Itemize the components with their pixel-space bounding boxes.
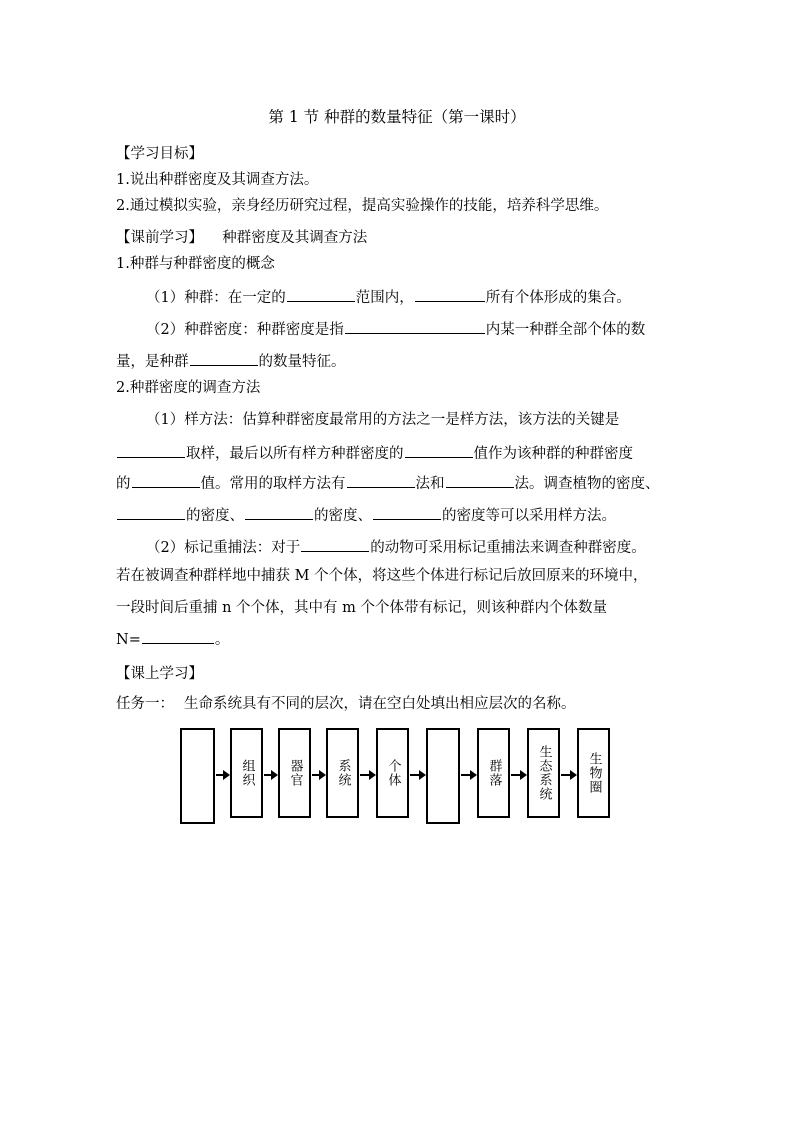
blank-field[interactable] — [347, 472, 415, 488]
blank-field[interactable] — [142, 628, 214, 644]
blank-field[interactable] — [446, 472, 514, 488]
level-box-individual: 个体 — [376, 728, 409, 818]
level-box-community: 群落 — [477, 728, 510, 818]
blank-field[interactable] — [373, 504, 441, 520]
level-box-organ: 器官 — [278, 728, 311, 818]
preclass-heading: 【课前学习】 — [116, 230, 203, 246]
blank-field[interactable] — [345, 318, 485, 334]
level-box-system: 系统 — [326, 728, 359, 818]
paragraph-density: （2）种群密度：种群密度是指 内某一种群全部个体的数 — [146, 318, 645, 340]
arrow-icon — [410, 770, 426, 780]
paragraph-mark-recapture-2: 若在被调查种群样地中捕获 M 个个体，将这些个体进行标记后放回原来的环境中， — [116, 568, 648, 584]
level-box-biosphere: 生物圈 — [577, 728, 610, 818]
paragraph-density-cont: 量，是种群 的数量特征。 — [116, 350, 346, 372]
arrow-icon — [216, 770, 230, 780]
paragraph-quadrat: （1）样方法：估算种群密度最常用的方法之一是样方法，该方法的关键是 — [146, 412, 620, 428]
blank-field[interactable] — [117, 442, 185, 458]
arrow-icon — [360, 770, 376, 780]
preclass-heading-line — [116, 228, 367, 248]
level-box-blank[interactable] — [180, 728, 215, 824]
paragraph-quadrat-2: 取样，最后以所有样方种群密度的 值作为该种群的种群密度 — [116, 442, 633, 464]
level-box-ecosystem: 生态系统 — [527, 728, 560, 818]
objective-2: 2.通过模拟实验，亲身经历研究过程，提高实验操作的技能，培养科学思维。 — [116, 198, 609, 214]
blank-field[interactable] — [415, 286, 485, 302]
arrow-icon — [461, 770, 477, 780]
task-one: 任务一： 生命系统具有不同的层次，请在空白处填出相应层次的名称。 — [116, 696, 576, 712]
paragraph-quadrat-4: 的密度、 的密度、 的密度等可以采用样方法。 — [116, 504, 616, 526]
arrow-icon — [511, 770, 527, 780]
paragraph-mark-recapture: （2）标记重捕法：对于 的动物可采用标记重捕法来调查种群密度。 — [146, 536, 646, 558]
arrow-icon — [264, 770, 278, 780]
blank-field[interactable] — [287, 286, 355, 302]
objective-1: 1.说出种群密度及其调查方法。 — [116, 172, 319, 188]
life-system-diagram — [180, 728, 620, 828]
paragraph-mark-recapture-4: N= 。 — [116, 628, 229, 650]
objectives-heading: 【学习目标】 — [116, 146, 203, 162]
blank-field[interactable] — [301, 536, 369, 552]
blank-field[interactable] — [117, 504, 185, 520]
blank-field[interactable] — [190, 350, 258, 366]
page-title: 第 1 节 种群的数量特征（第一课时） — [268, 108, 526, 126]
paragraph-population: （1）种群：在一定的 范围内， 所有个体形成的集合。 — [146, 286, 631, 308]
arrow-icon — [561, 770, 577, 780]
blank-field[interactable] — [405, 442, 473, 458]
inclass-heading: 【课上学习】 — [116, 666, 203, 682]
preclass-topic: 种群密度及其调查方法 — [222, 230, 368, 246]
section-2-heading: 2.种群密度的调查方法 — [116, 380, 261, 396]
blank-field[interactable] — [245, 504, 313, 520]
blank-field[interactable] — [132, 472, 200, 488]
arrow-icon — [312, 770, 326, 780]
paragraph-mark-recapture-3: 一段时间后重捕 n 个个体，其中有 m 个个体带有标记，则该种群内个体数量 — [116, 600, 608, 616]
level-box-blank[interactable] — [426, 728, 460, 824]
level-box-tissue: 组织 — [230, 728, 263, 818]
paragraph-quadrat-3: 的 值。常用的取样方法有 法和 法。调查植物的密度、 — [116, 472, 660, 494]
section-1-heading: 1.种群与种群密度的概念 — [116, 256, 275, 272]
